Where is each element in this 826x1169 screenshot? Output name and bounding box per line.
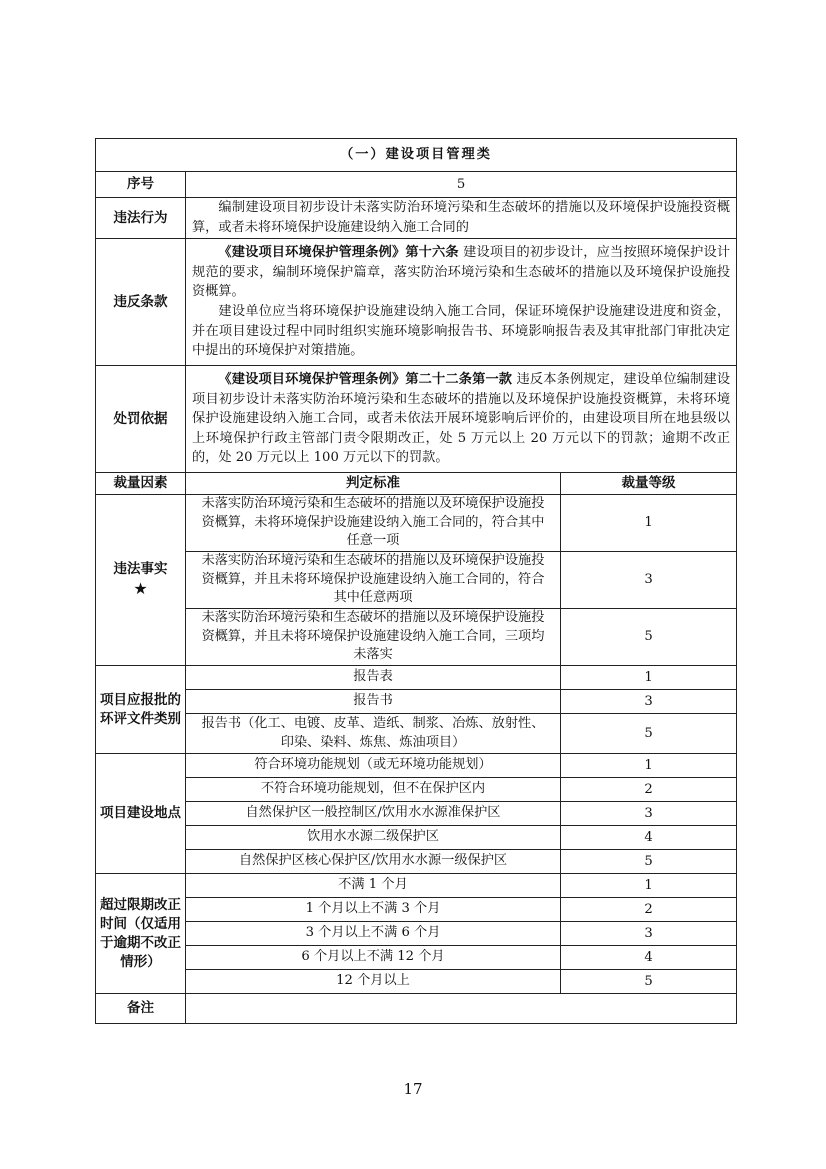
factor-row: [96, 690, 737, 714]
level-cell: 2: [561, 898, 737, 922]
criteria-cell: 3 个月以上不满 6 个月: [186, 922, 561, 946]
factor-row: [96, 778, 737, 802]
penalty-basis-label: 处罚依据: [96, 366, 186, 473]
violation-row: [96, 198, 737, 239]
serial-label: 序号: [96, 172, 186, 198]
level-cell: 1: [561, 495, 737, 552]
criteria-cell: 不满 1 个月: [186, 874, 561, 898]
level-cell: 1: [561, 874, 737, 898]
serial-value: 5: [186, 172, 737, 198]
violated-article-cell: [186, 239, 737, 366]
factor-label-cell: [96, 874, 186, 994]
penalty-basis-ref: 《建设项目环境保护管理条例》第二十二条第一款: [218, 372, 513, 388]
factor-row: [96, 898, 737, 922]
violation-cell: [186, 198, 737, 239]
criteria-cell: 未落实防治环境污染和生态破坏的措施以及环境保护设施投资概算，并且未将环境保护设施建设纳入施工合同的，符合其中任意两项: [186, 552, 561, 609]
criteria-cell: 6 个月以上不满 12 个月: [186, 946, 561, 970]
factor-row: [96, 946, 737, 970]
criteria-cell: 1 个月以上不满 3 个月: [186, 898, 561, 922]
level-cell: 1: [561, 754, 737, 778]
remarks-row: [96, 994, 737, 1024]
violated-article-row: [96, 239, 737, 366]
star-icon: ★: [133, 579, 148, 598]
violation-label: 违法行为: [96, 198, 186, 239]
level-cell: 5: [561, 970, 737, 994]
criteria-cell: 不符合环境功能规划，但不在保护区内: [186, 778, 561, 802]
header-criteria: 判定标准: [186, 473, 561, 495]
factor-label: 超过限期改正时间（仅适用于逾期不改正情形）: [100, 896, 181, 970]
level-cell: 3: [561, 690, 737, 714]
violated-article-text-1: 建设项目的初步设计，应当按照环境保护设计规范的要求，编制环境保护篇章，落实防治环境污染和生态破坏的措施以及环境保护设施投资概算。: [192, 245, 731, 300]
factor-label-cell: [96, 754, 186, 874]
level-cell: 5: [561, 850, 737, 874]
header-level: 裁量等级: [561, 473, 737, 495]
level-cell: 5: [561, 609, 737, 666]
factor-row: [96, 850, 737, 874]
level-cell: 1: [561, 666, 737, 690]
penalty-basis-row: [96, 366, 737, 473]
factor-row: [96, 826, 737, 850]
header-factor: 裁量因素: [96, 473, 186, 495]
violation-text: 编制建设项目初步设计未落实防治环境污染和生态破坏的措施以及环境保护设施投资概算，或者未将环境保护设施建设纳入施工合同的: [192, 200, 731, 235]
page-number: 17: [403, 1080, 423, 1098]
criteria-cell: 报告书（化工、电镀、皮革、造纸、制浆、冶炼、放射性、印染、染料、炼焦、炼油项目）: [186, 714, 561, 754]
factor-row: [96, 666, 737, 690]
criteria-cell: 饮用水水源二级保护区: [186, 826, 561, 850]
criteria-cell: 未落实防治环境污染和生态破坏的措施以及环境保护设施投资概算，未将环境保护设施建设纳入施工合同的，符合其中任意一项: [186, 495, 561, 552]
criteria-cell: 自然保护区核心保护区/饮用水水源一级保护区: [186, 850, 561, 874]
level-cell: 4: [561, 826, 737, 850]
level-cell: 4: [561, 946, 737, 970]
factor-row: [96, 874, 737, 898]
criteria-cell: 符合环境功能规划（或无环境功能规划）: [186, 754, 561, 778]
factor-row: [96, 714, 737, 754]
remarks-label: 备注: [96, 994, 186, 1024]
factor-row: [96, 609, 737, 666]
factor-label-cell: [96, 666, 186, 754]
level-cell: 3: [561, 922, 737, 946]
penalty-basis-para: [192, 370, 730, 468]
title-row: [96, 139, 737, 172]
factor-label: 项目建设地点: [100, 805, 181, 821]
factor-label: 项目应报批的环评文件类别: [100, 691, 181, 727]
factor-row: [96, 922, 737, 946]
level-cell: 3: [561, 552, 737, 609]
level-cell: 2: [561, 778, 737, 802]
level-cell: 5: [561, 714, 737, 754]
factor-row: [96, 495, 737, 552]
factor-row: [96, 970, 737, 994]
remarks-value: [186, 994, 737, 1024]
violated-article-para-2: 建设单位应当将环境保护设施建设纳入施工合同，保证环境保护设施建设进度和资金，并在项目建设过程中同时组织实施环境影响报告书、环境影响报告表及其审批部门审批决定中提出的环境保护对策措施。: [192, 304, 731, 359]
factor-row: [96, 754, 737, 778]
factor-label: 违法事实: [113, 561, 168, 577]
penalty-basis-cell: [186, 366, 737, 473]
criteria-cell: 自然保护区一般控制区/饮用水水源准保护区: [186, 802, 561, 826]
criteria-cell: 12 个月以上: [186, 970, 561, 994]
criteria-cell: 未落实防治环境污染和生态破坏的措施以及环境保护设施投资概算，并且未将环境保护设施建设纳入施工合同，三项均未落实: [186, 609, 561, 666]
violated-article-para-1: [192, 243, 730, 302]
criteria-cell: 报告书: [186, 690, 561, 714]
violated-article-ref: 《建设项目环境保护管理条例》第十六条: [218, 245, 459, 261]
discretion-header-row: [96, 473, 737, 495]
factor-row: [96, 552, 737, 609]
factor-label-cell: [96, 495, 186, 666]
section-title: （一）建设项目管理类: [96, 139, 737, 172]
penalty-discretion-table: [95, 138, 737, 1024]
violated-article-label: 违反条款: [96, 239, 186, 366]
level-cell: 3: [561, 802, 737, 826]
criteria-cell: 报告表: [186, 666, 561, 690]
factor-row: [96, 802, 737, 826]
serial-row: [96, 172, 737, 198]
penalty-basis-text: 违反本条例规定，建设单位编制建设项目初步设计未落实防治环境污染和生态破坏的措施以及环境保护设施投资概算，未将环境保护设施建设纳入施工合同，或者未依法开展环境影响后评价的，由建设项目所在地县级以上环境保护行政主管部门责令限期改正，处 5 万元以上 20 万元以下的罚款；逾期不改正的，处 20 万元以上 100 万元以下的罚款。: [192, 372, 731, 466]
